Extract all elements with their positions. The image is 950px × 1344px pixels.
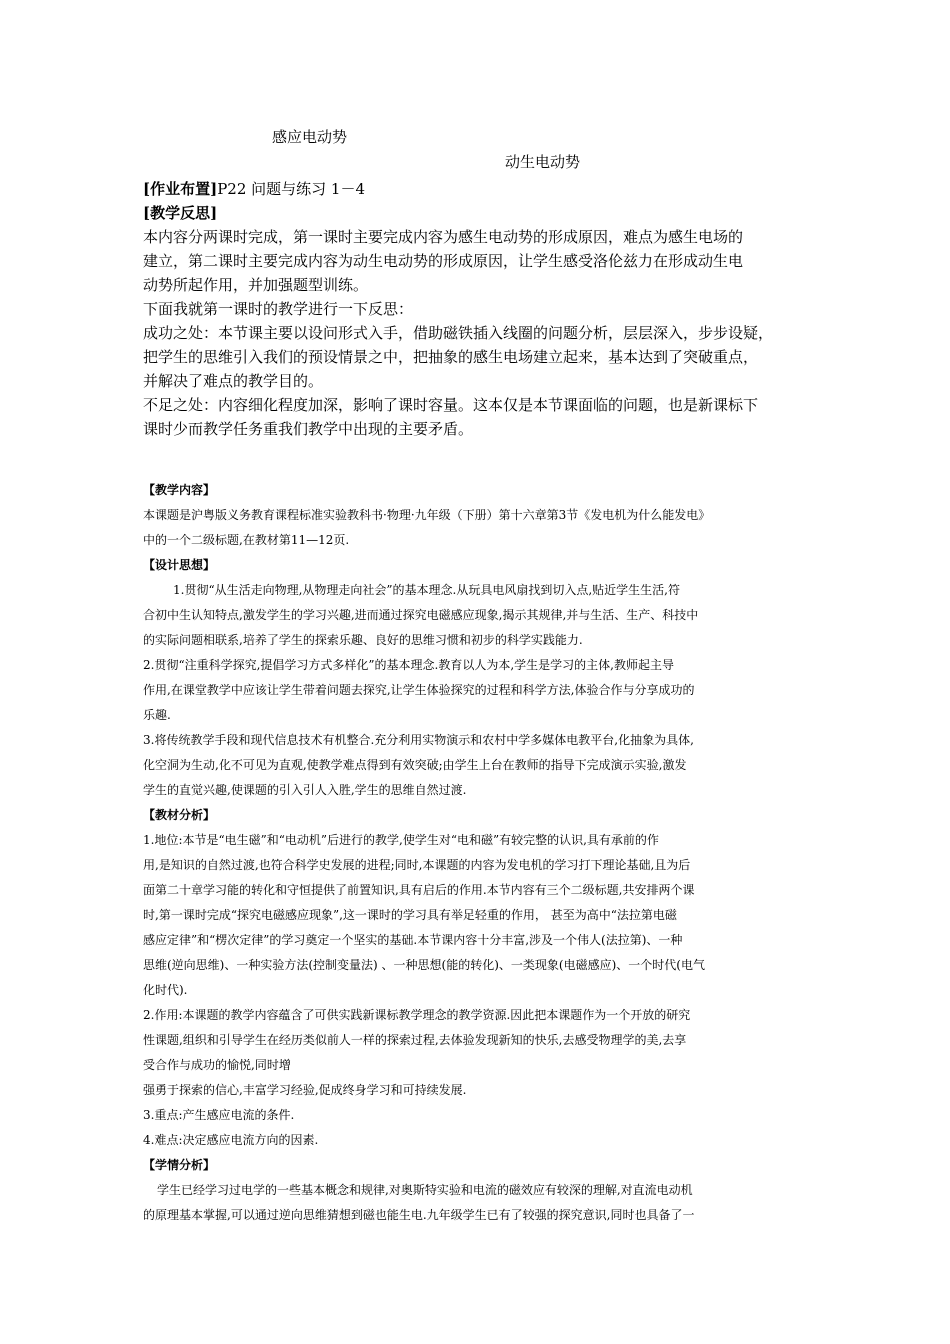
doc-title: 感应电动势: [272, 128, 348, 146]
analysis-heading: 【教材分析】: [143, 808, 216, 822]
analysis-line: 受合作与成功的愉悦,同时增: [143, 1058, 291, 1072]
reflection-line: 并解决了难点的教学目的。: [143, 372, 324, 390]
analysis-line: 面第二十章学习能的转化和守恒提供了前置知识,具有启后的作用.本节内容有三个二级标题,共安排两个课: [143, 883, 695, 897]
lower-section: [143, 478, 823, 1228]
analysis-line: 1.地位:本节是“电生磁”和“电动机”后进行的教学,使学生对“电和磁”有较完整的认识,具有承前的作: [143, 833, 659, 847]
reflection-line: 下面我就第一课时的教学进行一下反思：: [143, 300, 414, 318]
design-line: 2.贯彻“注重科学探究,提倡学习方式多样化”的基本理念.教育以人为本,学生是学习的主体,教师起主导: [143, 658, 674, 672]
reflection-label: [教学反思]: [143, 204, 218, 222]
reflection-line: 动势所起作用，并加强题型训练。: [143, 276, 369, 294]
reflection-line: 成功之处：本节课主要以设问形式入手，借助磁铁插入线圈的问题分析，层层深入，步步设疑，: [143, 324, 774, 342]
design-line: 乐趣.: [143, 708, 171, 722]
homework-label: [作业布置]: [143, 180, 218, 198]
content-line: 本课题是沪粤版义务教育课程标准实验教科书·物理·九年级（下册）第十六章第3节《发电机为什么能发电》: [143, 508, 711, 522]
analysis-line: 性课题,组织和引导学生在经历类似前人一样的探索过程,去体验发现新知的快乐,去感受物理学的美,去享: [143, 1033, 687, 1047]
reflection-line: 课时少而教学任务重我们教学中出现的主要矛盾。: [143, 420, 474, 438]
content-line: 中的一个二级标题,在教材第11—12页.: [143, 533, 350, 547]
doc-subtitle: 动生电动势: [505, 153, 581, 171]
reflection-line: 本内容分两课时完成，第一课时主要完成内容为感生电动势的形成原因，难点为感生电场的: [143, 228, 744, 246]
homework-text: P22 问题与练习 1－4: [217, 180, 366, 198]
analysis-line: 强勇于探索的信心,丰富学习经验,促成终身学习和可持续发展.: [143, 1083, 467, 1097]
students-line: 的原理基本掌握,可以通过逆向思维猜想到磁也能生电.九年级学生已有了较强的探究意识,同时也具备了一: [143, 1208, 695, 1222]
analysis-line: 2.作用:本课题的教学内容蕴含了可供实践新课标教学理念的教学资源.因此把本课题作为一个开放的研究: [143, 1008, 691, 1022]
analysis-line: 思维(逆向思维)、一种实验方法(控制变量法) 、一种思想(能的转化)、一类现象(电磁感应)、一个时代(电气: [143, 958, 705, 972]
analysis-line: 化时代).: [143, 983, 188, 997]
reflection-line: 不足之处：内容细化程度加深，影响了课时容量。这本仅是本节课面临的问题，也是新课标下: [143, 396, 759, 414]
students-heading: 【学情分析】: [143, 1158, 216, 1172]
design-line: 的实际问题相联系,培养了学生的探索乐趣、良好的思维习惯和初步的科学实践能力.: [143, 633, 583, 647]
students-line: 学生已经学习过电学的一些基本概念和规律,对奥斯特实验和电流的磁效应有较深的理解,对直流电动机: [157, 1183, 693, 1197]
analysis-line: 感应定律”和“楞次定律”的学习奠定一个坚实的基础.本节课内容十分丰富,涉及一个伟人(法拉第)、一种: [143, 933, 683, 947]
design-line: 合初中生认知特点,激发学生的学习兴趣,进而通过探究电磁感应现象,揭示其规律,并与生活、生产、科技中: [143, 608, 699, 622]
design-line: 1.贯彻“从生活走向物理,从物理走向社会”的基本理念.从玩具电风扇找到切入点,贴近学生生活,符: [173, 583, 680, 597]
content-heading: 【教学内容】: [143, 483, 216, 497]
design-line: 化空洞为生动,化不可见为直观,使教学难点得到有效突破;由学生上台在教师的指导下完成演示实验,激发: [143, 758, 687, 772]
design-line: 3.将传统教学手段和现代信息技术有机整合.充分利用实物演示和农村中学多媒体电教平台,化抽象为具体,: [143, 733, 694, 747]
design-heading: 【设计思想】: [143, 558, 216, 572]
analysis-line: 3.重点:产生感应电流的条件.: [143, 1108, 295, 1122]
analysis-line: 4.难点:决定感应电流方向的因素.: [143, 1133, 319, 1147]
design-line: 学生的直觉兴趣,使课题的引入引人入胜,学生的思维自然过渡.: [143, 783, 467, 797]
homework-line: [143, 177, 823, 201]
reflection-line: 把学生的思维引入我们的预设情景之中，把抽象的感生电场建立起来，基本达到了突破重点，: [143, 348, 759, 366]
analysis-line: 用,是知识的自然过渡,也符合科学史发展的进程;同时,本课题的内容为发电机的学习打下理论基础,且为后: [143, 858, 691, 872]
analysis-line: 时,第一课时完成“探究电磁感应现象”,这一课时的学习具有举足轻重的作用， 甚至为高中“法拉第电磁: [143, 908, 677, 922]
design-line: 作用,在课堂教学中应该让学生带着问题去探究,让学生体验探究的过程和科学方法,体验合作与分享成功的: [143, 683, 695, 697]
top-section: [143, 177, 823, 441]
reflection-line: 建立，第二课时主要完成内容为动生电动势的形成原因，让学生感受洛伦兹力在形成动生电: [143, 252, 744, 270]
